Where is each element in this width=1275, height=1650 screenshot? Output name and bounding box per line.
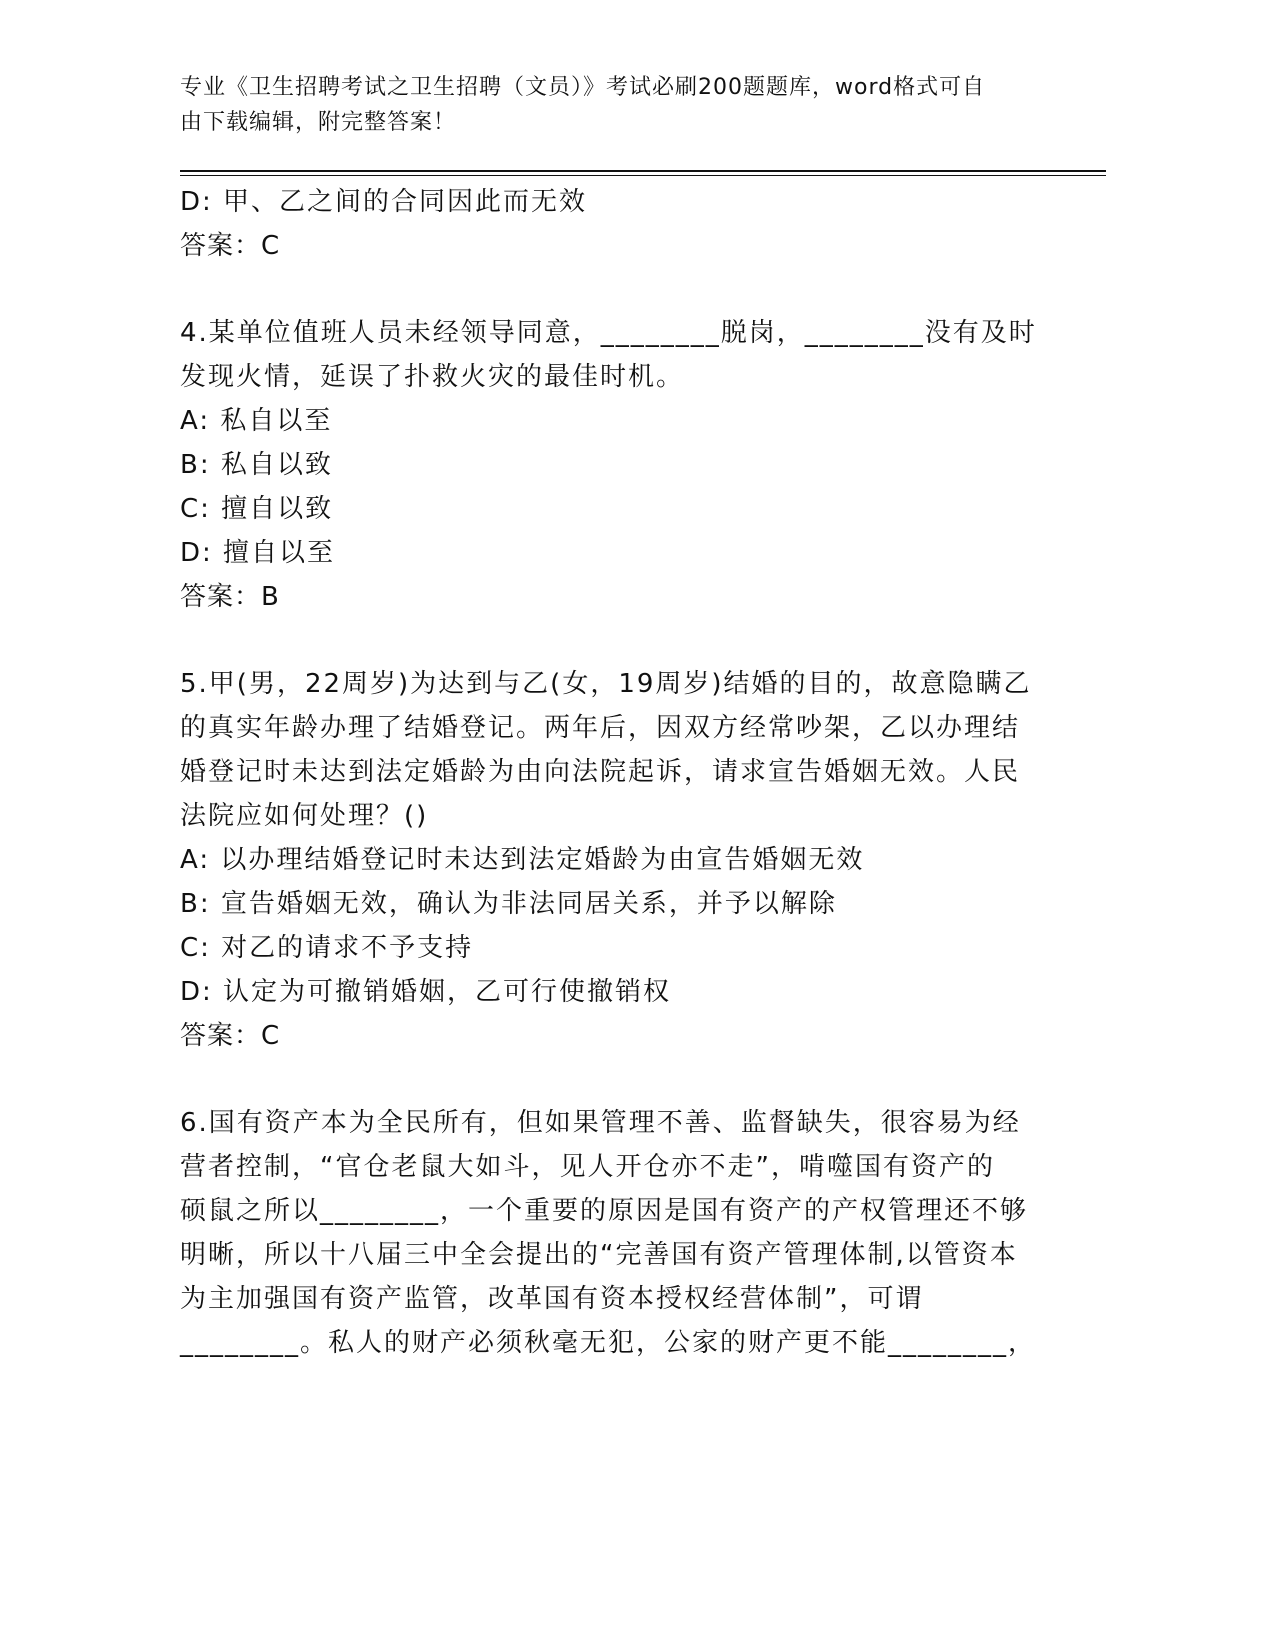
question-text-line: 发现火情，延误了扑救火灾的最佳时机。	[180, 362, 685, 392]
question-text-line: 营者控制，“官仓老鼠大如斗，见人开仓亦不走”，啃噬国有资产的	[180, 1152, 995, 1182]
spacer	[180, 1058, 1040, 1101]
question-5	[180, 662, 1040, 1058]
answer: 答案：C	[180, 231, 281, 261]
option-b: B: 宣告婚姻无效，确认为非法同居关系，并予以解除	[180, 889, 837, 919]
question-text-line: 的真实年龄办理了结婚登记。两年后，因双方经常吵架，乙以办理结	[180, 713, 1021, 743]
option-b: B: 私自以致	[180, 450, 333, 480]
page-header	[180, 70, 1040, 140]
question-3-tail	[180, 180, 1040, 268]
question-text-line: 5.甲(男，22周岁)为达到与乙(女，19周岁)结婚的目的，故意隐瞒乙	[180, 669, 1032, 699]
header-line-1: 专业《卫生招聘考试之卫生招聘（文员）》考试必刷200题题库，word格式可自	[180, 75, 986, 100]
question-text-line: 法院应如何处理？()	[180, 801, 429, 831]
spacer	[180, 268, 1040, 311]
header-line-2: 由下载编辑，附完整答案！	[180, 110, 457, 135]
question-text-line: ________。私人的财产必须秋毫无犯，公家的财产更不能________，	[180, 1328, 1037, 1358]
option-d: D: 甲、乙之间的合同因此而无效	[180, 187, 588, 217]
option-c: C: 擅自以致	[180, 494, 334, 524]
header-divider-thin	[180, 175, 1106, 176]
answer: 答案：B	[180, 582, 280, 612]
option-a: A: 以办理结婚登记时未达到法定婚龄为由宣告婚姻无效	[180, 845, 865, 875]
question-text-line: 4.某单位值班人员未经领导同意，________脱岗，________没有及时	[180, 318, 1037, 348]
option-a: A: 私自以至	[180, 406, 333, 436]
question-text-line: 明晰，所以十八届三中全会提出的“完善国有资产管理体制,以管资本	[180, 1240, 1018, 1270]
question-text-line: 婚登记时未达到法定婚龄为由向法院起诉，请求宣告婚姻无效。人民	[180, 757, 1021, 787]
question-4	[180, 311, 1040, 619]
question-6	[180, 1101, 1040, 1365]
option-d: D: 擅自以至	[180, 538, 336, 568]
question-text-line: 硕鼠之所以________，一个重要的原因是国有资产的产权管理还不够	[180, 1196, 1029, 1226]
question-text-line: 为主加强国有资产监管，改革国有资本授权经营体制”，可谓	[180, 1284, 924, 1314]
spacer	[180, 619, 1040, 662]
option-c: C: 对乙的请求不予支持	[180, 933, 474, 963]
option-d: D: 认定为可撤销婚姻，乙可行使撤销权	[180, 977, 672, 1007]
document-body	[180, 180, 1040, 1365]
header-divider	[180, 170, 1106, 172]
answer: 答案：C	[180, 1021, 281, 1051]
question-text-line: 6.国有资产本为全民所有，但如果管理不善、监督缺失，很容易为经	[180, 1108, 1021, 1138]
